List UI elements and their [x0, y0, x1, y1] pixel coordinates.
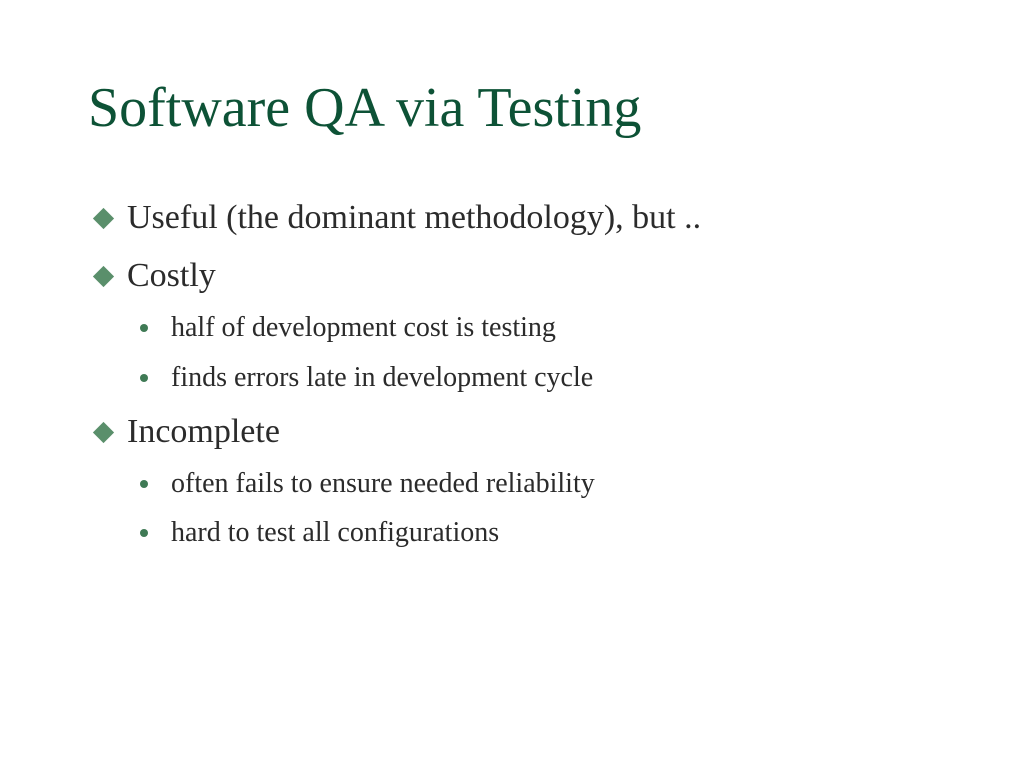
bullet-item-incomplete	[90, 412, 280, 452]
dot-bullet-icon	[140, 529, 148, 537]
slide-title: Software QA via Testing	[88, 77, 642, 139]
sub-bullet-item-configurations	[140, 516, 499, 550]
diamond-bullet-icon	[93, 265, 114, 286]
diamond-bullet-icon	[93, 421, 114, 442]
diamond-bullet-icon	[93, 207, 114, 228]
bullet-text: Costly	[127, 257, 216, 294]
bullet-text: Incomplete	[127, 413, 280, 450]
bullet-item-useful	[90, 198, 701, 238]
sub-bullet-text: finds errors late in development cycle	[171, 362, 594, 393]
sub-bullet-item-half-cost	[140, 311, 556, 345]
dot-bullet-icon	[140, 374, 148, 382]
sub-bullet-text: hard to test all configurations	[171, 517, 500, 548]
sub-bullet-text: often fails to ensure needed reliability	[171, 468, 595, 499]
bullet-text: Useful (the dominant methodology), but ..	[127, 199, 702, 236]
sub-bullet-item-late-errors	[140, 361, 593, 395]
sub-bullet-text: half of development cost is testing	[171, 312, 556, 343]
bullet-item-costly	[90, 256, 216, 296]
sub-bullet-item-reliability	[140, 467, 595, 501]
dot-bullet-icon	[140, 324, 148, 332]
dot-bullet-icon	[140, 480, 148, 488]
